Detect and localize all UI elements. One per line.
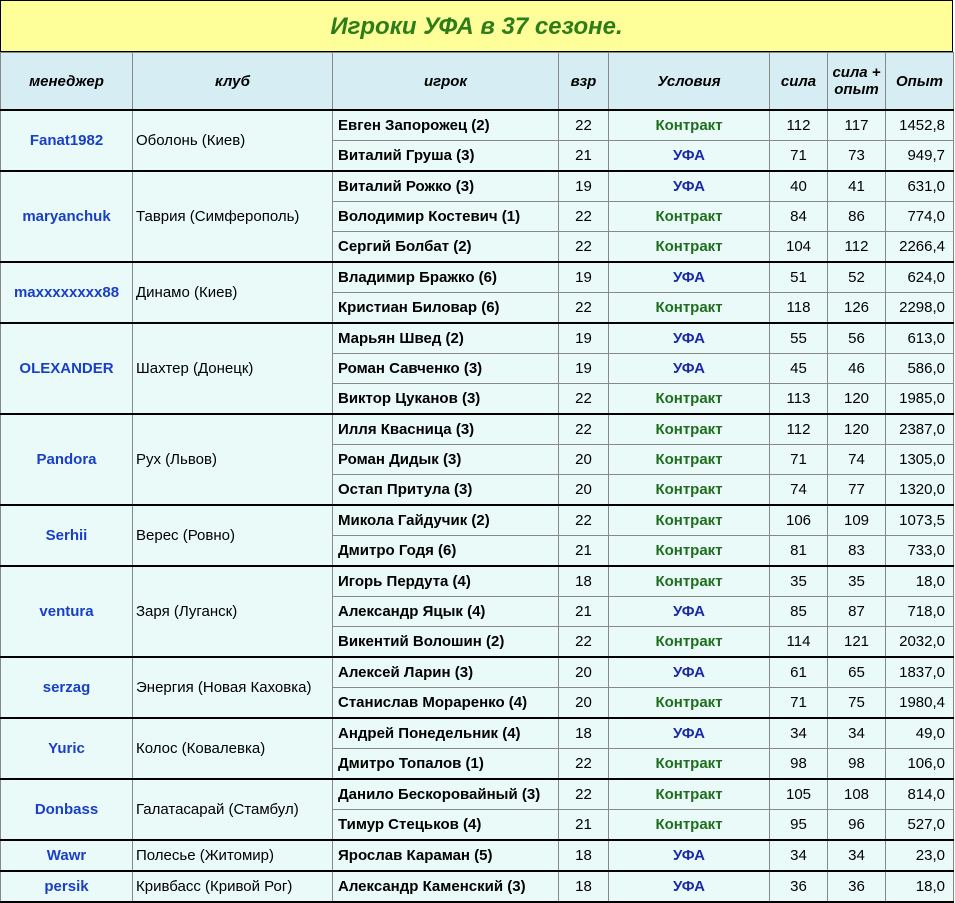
strength-exp-cell[interactable]: 87 bbox=[828, 597, 886, 627]
age-cell[interactable]: 22 bbox=[559, 232, 609, 263]
table-row bbox=[1, 110, 954, 141]
strength-exp-cell[interactable]: 83 bbox=[828, 536, 886, 567]
strength-exp-cell[interactable]: 73 bbox=[828, 141, 886, 172]
conditions-cell[interactable]: УФА bbox=[609, 718, 770, 749]
manager-cell[interactable]: OLEXANDER bbox=[1, 323, 133, 414]
age-cell[interactable]: 22 bbox=[559, 414, 609, 445]
header-experience[interactable]: Опыт bbox=[886, 53, 954, 111]
conditions-cell[interactable]: УФА bbox=[609, 262, 770, 293]
age-cell[interactable]: 22 bbox=[559, 293, 609, 324]
table-row bbox=[1, 414, 954, 445]
strength-cell[interactable]: 98 bbox=[770, 749, 828, 780]
club-cell[interactable]: Полесье (Житомир) bbox=[133, 840, 333, 871]
conditions-cell[interactable]: Контракт bbox=[609, 202, 770, 232]
strength-exp-cell[interactable]: 120 bbox=[828, 414, 886, 445]
header-strength[interactable]: сила bbox=[770, 53, 828, 111]
age-cell[interactable]: 18 bbox=[559, 871, 609, 902]
conditions-cell[interactable]: УФА bbox=[609, 171, 770, 202]
manager-cell[interactable]: persik bbox=[1, 871, 133, 902]
strength-exp-cell[interactable]: 75 bbox=[828, 688, 886, 719]
experience-cell[interactable]: 586,0 bbox=[886, 354, 954, 384]
experience-cell[interactable]: 18,0 bbox=[886, 871, 954, 902]
strength-cell[interactable]: 71 bbox=[770, 141, 828, 172]
strength-exp-cell[interactable]: 108 bbox=[828, 779, 886, 810]
club-cell[interactable]: Заря (Луганск) bbox=[133, 566, 333, 657]
header-player[interactable]: игрок bbox=[333, 53, 559, 111]
strength-exp-cell[interactable]: 46 bbox=[828, 354, 886, 384]
strength-exp-cell[interactable]: 36 bbox=[828, 871, 886, 902]
age-cell[interactable]: 22 bbox=[559, 110, 609, 141]
conditions-cell[interactable]: Контракт bbox=[609, 688, 770, 719]
strength-cell[interactable]: 95 bbox=[770, 810, 828, 841]
experience-cell[interactable]: 624,0 bbox=[886, 262, 954, 293]
strength-cell[interactable]: 106 bbox=[770, 505, 828, 536]
player-cell[interactable]: Владимир Бражко (6) bbox=[333, 262, 559, 293]
age-cell[interactable]: 19 bbox=[559, 171, 609, 202]
age-cell[interactable]: 21 bbox=[559, 536, 609, 567]
table-body bbox=[1, 110, 954, 902]
conditions-cell[interactable]: Контракт bbox=[609, 505, 770, 536]
strength-cell[interactable]: 35 bbox=[770, 566, 828, 597]
age-cell[interactable]: 20 bbox=[559, 445, 609, 475]
strength-exp-cell[interactable]: 34 bbox=[828, 840, 886, 871]
experience-cell[interactable]: 814,0 bbox=[886, 779, 954, 810]
experience-cell[interactable]: 18,0 bbox=[886, 566, 954, 597]
age-cell[interactable]: 19 bbox=[559, 354, 609, 384]
strength-cell[interactable]: 85 bbox=[770, 597, 828, 627]
strength-exp-cell[interactable]: 98 bbox=[828, 749, 886, 780]
strength-cell[interactable]: 74 bbox=[770, 475, 828, 506]
manager-cell[interactable]: Fanat1982 bbox=[1, 110, 133, 171]
club-cell[interactable]: Колос (Ковалевка) bbox=[133, 718, 333, 779]
experience-cell[interactable]: 613,0 bbox=[886, 323, 954, 354]
strength-cell[interactable]: 40 bbox=[770, 171, 828, 202]
experience-cell[interactable]: 1452,8 bbox=[886, 110, 954, 141]
manager-cell[interactable]: ventura bbox=[1, 566, 133, 657]
strength-cell[interactable]: 36 bbox=[770, 871, 828, 902]
strength-cell[interactable]: 34 bbox=[770, 840, 828, 871]
strength-cell[interactable]: 112 bbox=[770, 414, 828, 445]
strength-cell[interactable]: 71 bbox=[770, 445, 828, 475]
manager-cell[interactable]: Wawr bbox=[1, 840, 133, 871]
player-cell[interactable]: Андрей Понедельник (4) bbox=[333, 718, 559, 749]
club-cell[interactable]: Галатасарай (Стамбул) bbox=[133, 779, 333, 840]
age-cell[interactable]: 18 bbox=[559, 566, 609, 597]
player-cell[interactable]: Данило Бескоровайный (3) bbox=[333, 779, 559, 810]
player-cell[interactable]: Виталий Рожко (3) bbox=[333, 171, 559, 202]
experience-cell[interactable]: 527,0 bbox=[886, 810, 954, 841]
manager-cell[interactable]: Yuric bbox=[1, 718, 133, 779]
player-cell[interactable]: Станислав Мораренко (4) bbox=[333, 688, 559, 719]
age-cell[interactable]: 19 bbox=[559, 262, 609, 293]
strength-exp-cell[interactable]: 52 bbox=[828, 262, 886, 293]
player-cell[interactable]: Виктор Цуканов (3) bbox=[333, 384, 559, 415]
player-cell[interactable]: Остап Притула (3) bbox=[333, 475, 559, 506]
manager-cell[interactable]: Serhii bbox=[1, 505, 133, 566]
player-cell[interactable]: Дмитро Топалов (1) bbox=[333, 749, 559, 780]
strength-exp-cell[interactable]: 96 bbox=[828, 810, 886, 841]
strength-cell[interactable]: 45 bbox=[770, 354, 828, 384]
strength-exp-cell[interactable]: 117 bbox=[828, 110, 886, 141]
player-cell[interactable]: Игорь Пердута (4) bbox=[333, 566, 559, 597]
age-cell[interactable]: 18 bbox=[559, 718, 609, 749]
club-cell[interactable]: Энергия (Новая Каховка) bbox=[133, 657, 333, 718]
age-cell[interactable]: 20 bbox=[559, 657, 609, 688]
strength-cell[interactable]: 51 bbox=[770, 262, 828, 293]
experience-cell[interactable]: 733,0 bbox=[886, 536, 954, 567]
sheet-title: Игроки УФА в 37 сезоне. bbox=[0, 0, 953, 52]
player-cell[interactable]: Викентий Волошин (2) bbox=[333, 627, 559, 658]
manager-cell[interactable]: serzag bbox=[1, 657, 133, 718]
player-cell[interactable]: Ярослав Караман (5) bbox=[333, 840, 559, 871]
club-cell[interactable]: Рух (Львов) bbox=[133, 414, 333, 505]
table-row bbox=[1, 171, 954, 202]
conditions-cell[interactable]: Контракт bbox=[609, 779, 770, 810]
header-strength-exp[interactable]: сила + опыт bbox=[828, 53, 886, 111]
age-cell[interactable]: 20 bbox=[559, 688, 609, 719]
conditions-cell[interactable]: Контракт bbox=[609, 110, 770, 141]
conditions-cell[interactable]: УФА bbox=[609, 323, 770, 354]
player-cell[interactable]: Кристиан Биловар (6) bbox=[333, 293, 559, 324]
manager-cell[interactable]: maxxxxxxxx88 bbox=[1, 262, 133, 323]
conditions-cell[interactable]: УФА bbox=[609, 657, 770, 688]
club-cell[interactable]: Кривбасс (Кривой Рог) bbox=[133, 871, 333, 902]
manager-cell[interactable]: Pandora bbox=[1, 414, 133, 505]
conditions-cell[interactable]: УФА bbox=[609, 141, 770, 172]
header-conditions[interactable]: Условия bbox=[609, 53, 770, 111]
player-cell[interactable]: Роман Савченко (3) bbox=[333, 354, 559, 384]
strength-exp-cell[interactable]: 77 bbox=[828, 475, 886, 506]
header-manager[interactable]: менеджер bbox=[1, 53, 133, 111]
age-cell[interactable]: 21 bbox=[559, 810, 609, 841]
strength-exp-cell[interactable]: 112 bbox=[828, 232, 886, 263]
strength-exp-cell[interactable]: 120 bbox=[828, 384, 886, 415]
experience-cell[interactable]: 106,0 bbox=[886, 749, 954, 780]
experience-cell[interactable]: 1980,4 bbox=[886, 688, 954, 719]
conditions-cell[interactable]: Контракт bbox=[609, 749, 770, 780]
experience-cell[interactable]: 49,0 bbox=[886, 718, 954, 749]
table-row bbox=[1, 323, 954, 354]
player-cell[interactable]: Микола Гайдучик (2) bbox=[333, 505, 559, 536]
player-cell[interactable]: Виталий Груша (3) bbox=[333, 141, 559, 172]
conditions-cell[interactable]: УФА bbox=[609, 597, 770, 627]
strength-cell[interactable]: 113 bbox=[770, 384, 828, 415]
player-cell[interactable]: Марьян Швед (2) bbox=[333, 323, 559, 354]
strength-cell[interactable]: 112 bbox=[770, 110, 828, 141]
club-cell[interactable]: Шахтер (Донецк) bbox=[133, 323, 333, 414]
header-row bbox=[1, 53, 954, 111]
conditions-cell[interactable]: Контракт bbox=[609, 627, 770, 658]
experience-cell[interactable]: 1837,0 bbox=[886, 657, 954, 688]
club-cell[interactable]: Таврия (Симферополь) bbox=[133, 171, 333, 262]
strength-exp-cell[interactable]: 56 bbox=[828, 323, 886, 354]
age-cell[interactable]: 20 bbox=[559, 475, 609, 506]
strength-cell[interactable]: 61 bbox=[770, 657, 828, 688]
conditions-cell[interactable]: Контракт bbox=[609, 414, 770, 445]
conditions-cell[interactable]: УФА bbox=[609, 354, 770, 384]
experience-cell[interactable]: 2298,0 bbox=[886, 293, 954, 324]
table-row bbox=[1, 840, 954, 871]
table-row bbox=[1, 262, 954, 293]
experience-cell[interactable]: 2032,0 bbox=[886, 627, 954, 658]
age-cell[interactable]: 22 bbox=[559, 627, 609, 658]
club-cell[interactable]: Верес (Ровно) bbox=[133, 505, 333, 566]
strength-cell[interactable]: 104 bbox=[770, 232, 828, 263]
player-cell[interactable]: Володимир Костевич (1) bbox=[333, 202, 559, 232]
table-row bbox=[1, 871, 954, 902]
manager-cell[interactable]: maryanchuk bbox=[1, 171, 133, 262]
experience-cell[interactable]: 774,0 bbox=[886, 202, 954, 232]
players-table bbox=[0, 52, 954, 903]
player-cell[interactable]: Илля Квасница (3) bbox=[333, 414, 559, 445]
table-row bbox=[1, 505, 954, 536]
conditions-cell[interactable]: УФА bbox=[609, 840, 770, 871]
strength-exp-cell[interactable]: 74 bbox=[828, 445, 886, 475]
age-cell[interactable]: 22 bbox=[559, 202, 609, 232]
age-cell[interactable]: 18 bbox=[559, 840, 609, 871]
experience-cell[interactable]: 949,7 bbox=[886, 141, 954, 172]
strength-cell[interactable]: 118 bbox=[770, 293, 828, 324]
player-cell[interactable]: Александр Яцык (4) bbox=[333, 597, 559, 627]
club-cell[interactable]: Динамо (Киев) bbox=[133, 262, 333, 323]
conditions-cell[interactable]: Контракт bbox=[609, 384, 770, 415]
strength-exp-cell[interactable]: 126 bbox=[828, 293, 886, 324]
header-age[interactable]: взр bbox=[559, 53, 609, 111]
strength-cell[interactable]: 84 bbox=[770, 202, 828, 232]
experience-cell[interactable]: 631,0 bbox=[886, 171, 954, 202]
strength-exp-cell[interactable]: 121 bbox=[828, 627, 886, 658]
age-cell[interactable]: 22 bbox=[559, 505, 609, 536]
age-cell[interactable]: 19 bbox=[559, 323, 609, 354]
player-cell[interactable]: Александр Каменский (3) bbox=[333, 871, 559, 902]
age-cell[interactable]: 21 bbox=[559, 141, 609, 172]
table-row bbox=[1, 718, 954, 749]
strength-cell[interactable]: 55 bbox=[770, 323, 828, 354]
strength-exp-cell[interactable]: 34 bbox=[828, 718, 886, 749]
player-cell[interactable]: Дмитро Годя (6) bbox=[333, 536, 559, 567]
strength-exp-cell[interactable]: 86 bbox=[828, 202, 886, 232]
club-cell[interactable]: Оболонь (Киев) bbox=[133, 110, 333, 171]
experience-cell[interactable]: 718,0 bbox=[886, 597, 954, 627]
strength-cell[interactable]: 114 bbox=[770, 627, 828, 658]
conditions-cell[interactable]: Контракт bbox=[609, 475, 770, 506]
player-cell[interactable]: Тимур Стецьков (4) bbox=[333, 810, 559, 841]
conditions-cell[interactable]: УФА bbox=[609, 871, 770, 902]
age-cell[interactable]: 22 bbox=[559, 384, 609, 415]
manager-cell[interactable]: Donbass bbox=[1, 779, 133, 840]
age-cell[interactable]: 22 bbox=[559, 779, 609, 810]
table-row bbox=[1, 779, 954, 810]
strength-exp-cell[interactable]: 35 bbox=[828, 566, 886, 597]
conditions-cell[interactable]: Контракт bbox=[609, 536, 770, 567]
experience-cell[interactable]: 2387,0 bbox=[886, 414, 954, 445]
conditions-cell[interactable]: Контракт bbox=[609, 232, 770, 263]
player-cell[interactable]: Евген Запорожец (2) bbox=[333, 110, 559, 141]
experience-cell[interactable]: 23,0 bbox=[886, 840, 954, 871]
table-row bbox=[1, 566, 954, 597]
strength-cell[interactable]: 34 bbox=[770, 718, 828, 749]
age-cell[interactable]: 22 bbox=[559, 749, 609, 780]
experience-cell[interactable]: 1305,0 bbox=[886, 445, 954, 475]
player-cell[interactable]: Роман Дидык (3) bbox=[333, 445, 559, 475]
strength-cell[interactable]: 105 bbox=[770, 779, 828, 810]
experience-cell[interactable]: 2266,4 bbox=[886, 232, 954, 263]
conditions-cell[interactable]: Контракт bbox=[609, 810, 770, 841]
experience-cell[interactable]: 1320,0 bbox=[886, 475, 954, 506]
strength-exp-cell[interactable]: 109 bbox=[828, 505, 886, 536]
strength-exp-cell[interactable]: 65 bbox=[828, 657, 886, 688]
conditions-cell[interactable]: Контракт bbox=[609, 293, 770, 324]
age-cell[interactable]: 21 bbox=[559, 597, 609, 627]
table-row bbox=[1, 657, 954, 688]
player-cell[interactable]: Алексей Ларин (3) bbox=[333, 657, 559, 688]
conditions-cell[interactable]: Контракт bbox=[609, 566, 770, 597]
conditions-cell[interactable]: Контракт bbox=[609, 445, 770, 475]
strength-cell[interactable]: 81 bbox=[770, 536, 828, 567]
experience-cell[interactable]: 1073,5 bbox=[886, 505, 954, 536]
strength-exp-cell[interactable]: 41 bbox=[828, 171, 886, 202]
strength-cell[interactable]: 71 bbox=[770, 688, 828, 719]
header-club[interactable]: клуб bbox=[133, 53, 333, 111]
player-cell[interactable]: Сергий Болбат (2) bbox=[333, 232, 559, 263]
experience-cell[interactable]: 1985,0 bbox=[886, 384, 954, 415]
